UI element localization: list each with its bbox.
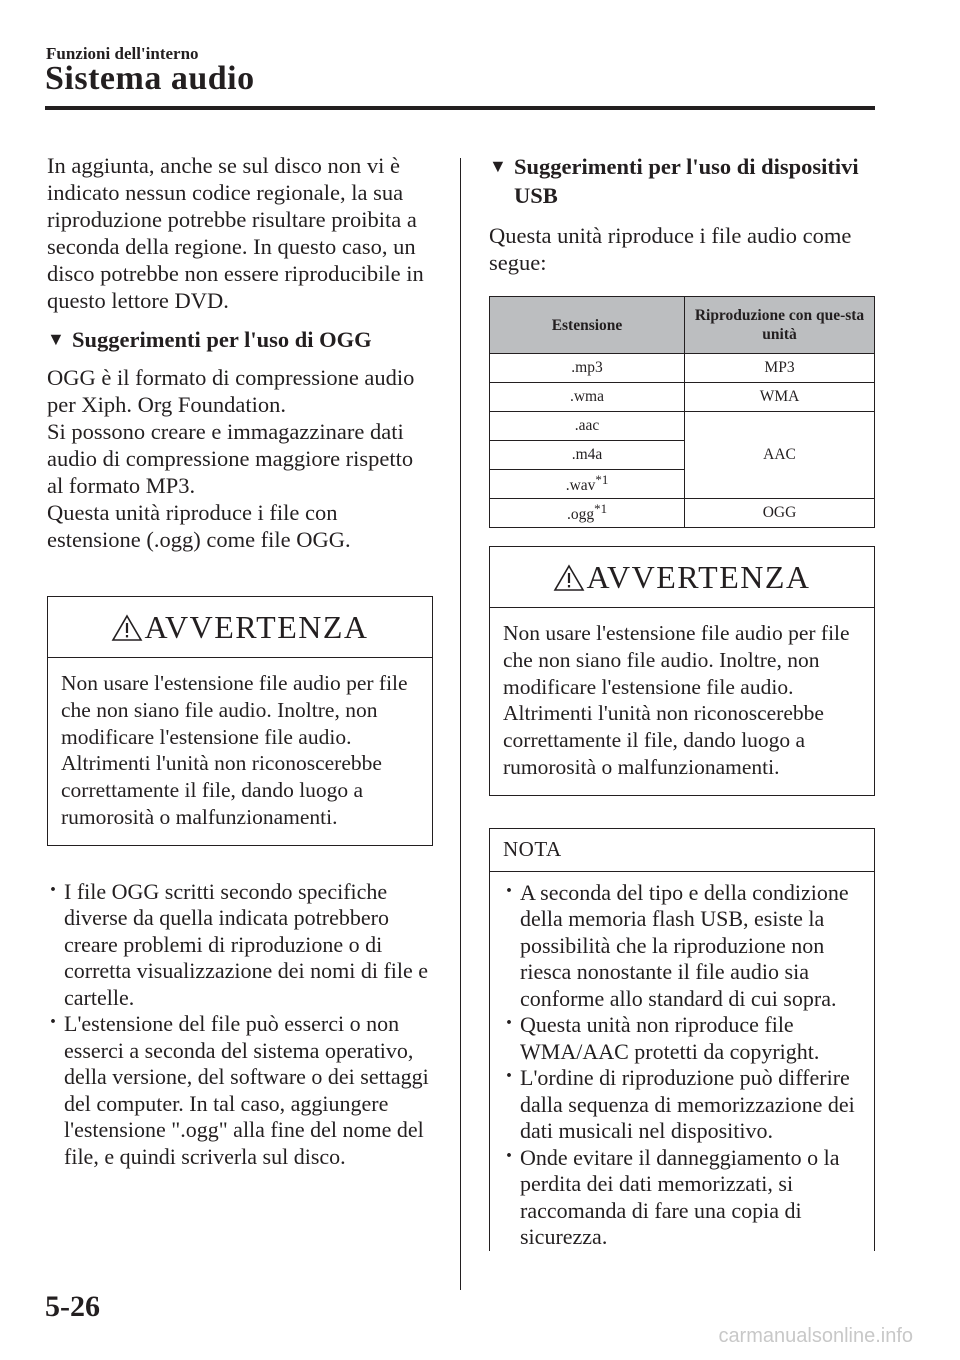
list-item: · Questa unità non riproduce file WMA/AAC protetti da copyright.	[503, 1012, 860, 1065]
warning-triangle-icon	[111, 614, 143, 642]
ogg-paragraph-3: Questa unità riproduce i file con estensione (.ogg) come file OGG.	[47, 500, 351, 552]
ogg-heading-text: Suggerimenti per l'uso di OGG	[72, 327, 372, 352]
table-cell-ext: .ogg$^{*1}$	[490, 499, 685, 528]
ogg-paragraph: OGG è il formato di compressione audio per Xiph. Org Foundation.	[47, 365, 415, 417]
table-header-row	[490, 297, 875, 354]
section-label: Funzioni dell'interno	[46, 44, 199, 63]
table-header-format: Riproduzione con que-sta unità	[685, 297, 875, 354]
table-cell-format: MP3	[685, 354, 875, 383]
table-cell-format: WMA	[685, 383, 875, 412]
nota-title: NOTA	[490, 829, 874, 872]
warning-header	[490, 547, 874, 608]
extension-table	[489, 296, 875, 528]
ogg-heading	[47, 325, 433, 354]
table-cell-ext: .m4a	[490, 441, 685, 470]
list-item: · I file OGG scritti secondo specifiche diverse da quella indicata potrebbero creare problemi di riproduzione o di corretta visualizzazione dei nomi di file e cartelle.	[47, 879, 433, 1012]
list-item: · A seconda del tipo e della condizione della memoria flash USB, esiste la possibilità che la riproduzione non riesca nonostante il file audio sia conforme allo standard di cui sopra.	[503, 880, 860, 1013]
left-column	[47, 152, 433, 1170]
table-header-extension: Estensione	[490, 297, 685, 354]
column-divider	[460, 158, 461, 1290]
right-column	[489, 152, 875, 1251]
list-item: · L'ordine di riproduzione può differire dalla sequenza di memorizzazione dei dati musicali nel dispositivo.	[503, 1065, 860, 1145]
usb-heading	[489, 152, 875, 210]
header-rule	[45, 106, 875, 110]
page-number: 5-26	[45, 1290, 100, 1323]
list-item: · L'estensione del file può esserci o non esserci a seconda del sistema operativo, della versione, del software o dei settaggi del computer. In tal caso, aggiungere l'estensione ".ogg" alla fine del nome del file, e quindi scriverla sul disco.	[47, 1011, 433, 1170]
footnote-mark: *1	[595, 472, 609, 488]
ogg-paragraph-2: Si possono creare e immagazzinare dati audio di compressione maggiore rispetto al formato MP3.	[47, 419, 414, 498]
nota-box	[489, 828, 875, 1251]
usb-heading-text: Suggerimenti per l'uso di dispositivi USB	[514, 154, 859, 208]
warning-header	[48, 597, 432, 658]
table-row	[490, 412, 875, 441]
table-cell-ext: .wav$^{*1}$	[490, 470, 685, 499]
table-row	[490, 383, 875, 412]
warning-text: Non usare l'estensione file audio per file che non siano file audio. Inoltre, non modificare l'estensione file audio. Altrimenti l'unità non riconoscerebbe correttamente il file, dando luogo a rumorosità o malfunzionamenti.	[61, 671, 408, 829]
warning-triangle-icon	[553, 564, 585, 592]
table-row	[490, 354, 875, 383]
intro-paragraph: In aggiunta, anche se sul disco non vi è indicato nessun codice regionale, la sua riproduzione potrebbe risultare proibita a seconda della regione. In questo caso, un disco potrebbe non essere riproducibile in questo lettore DVD.	[47, 153, 424, 313]
warning-title: AVVERTENZA	[586, 558, 811, 595]
triangle-down-icon: ▼	[489, 156, 507, 176]
table-row	[490, 499, 875, 528]
table-cell-ext: .aac	[490, 412, 685, 441]
warning-box-left	[47, 596, 433, 846]
table-cell-ext: .wma	[490, 383, 685, 412]
page-title: Sistema audio	[45, 60, 255, 97]
nota-list	[503, 880, 860, 1251]
ogg-bullet-list	[47, 879, 433, 1171]
triangle-down-icon: ▼	[47, 329, 65, 349]
usb-paragraph: Questa unità riproduce i file audio come segue:	[489, 223, 852, 275]
nota-body	[490, 872, 874, 1251]
warning-title: AVVERTENZA	[144, 608, 369, 645]
table-cell-ext: .mp3	[490, 354, 685, 383]
list-item: · Onde evitare il danneggiamento o la perdita dei dati memorizzati, si raccomanda di fare una copia di sicurezza.	[503, 1145, 860, 1251]
table-cell-format: OGG	[685, 499, 875, 528]
warning-box-right	[489, 546, 875, 796]
warning-text: Non usare l'estensione file audio per file che non siano file audio. Inoltre, non modificare l'estensione file audio. Altrimenti l'unità non riconoscerebbe correttamente il file, dando luogo a rumorosità o malfunzionamenti.	[503, 621, 850, 779]
table-cell-format: AAC	[685, 412, 875, 499]
footnote-mark: *1	[594, 501, 608, 517]
watermark: carmanualsonline.info	[718, 1325, 913, 1347]
